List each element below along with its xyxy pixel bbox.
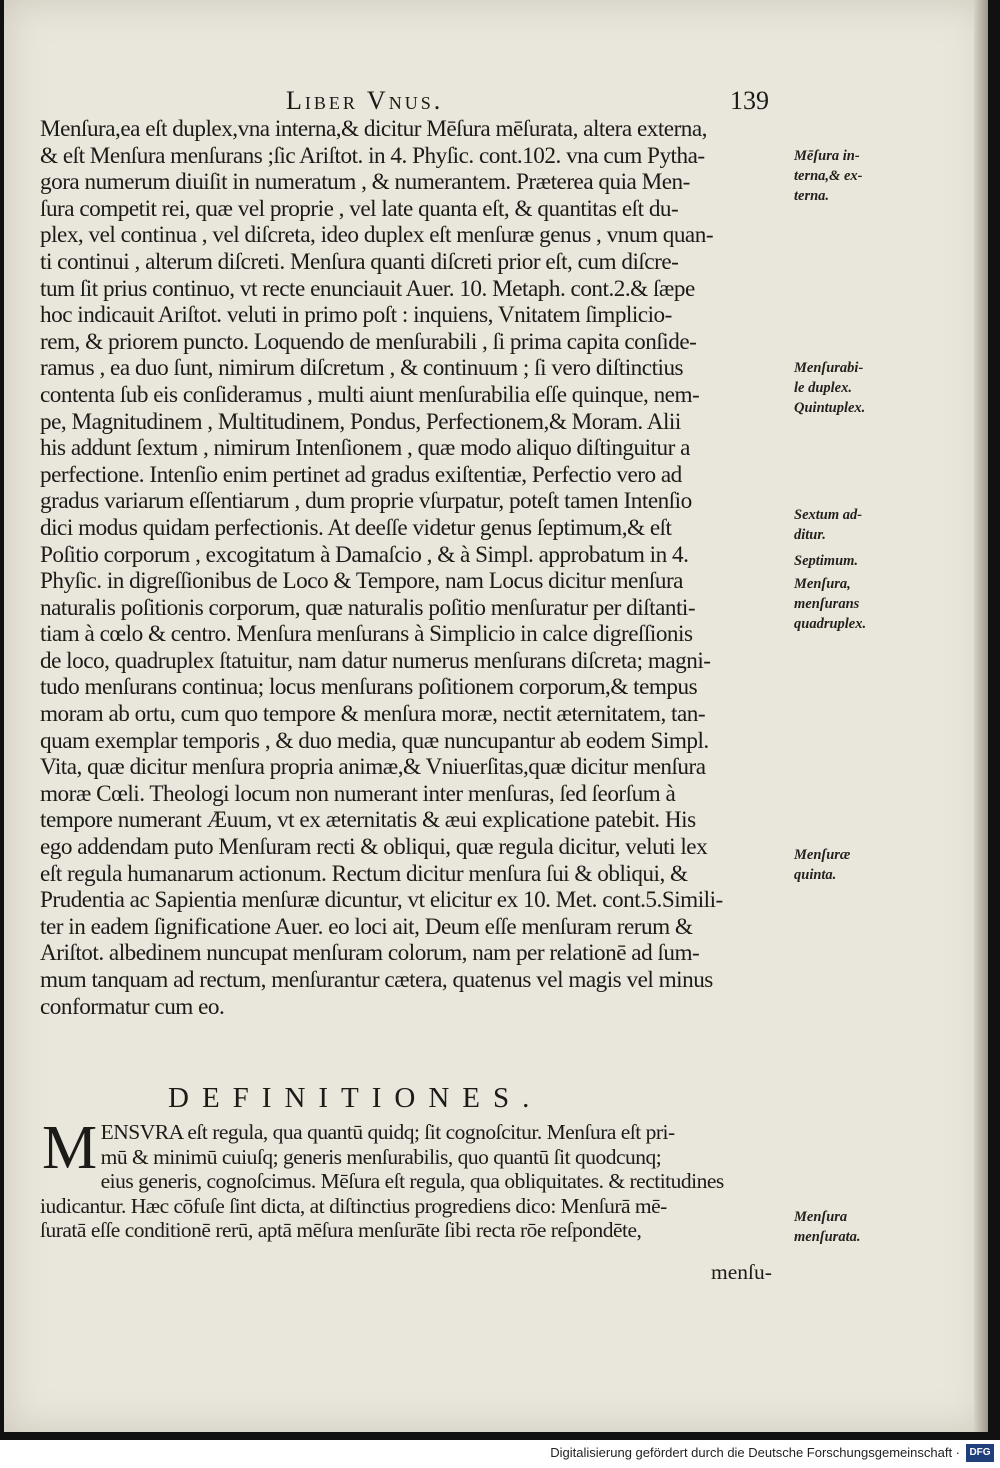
text-line: Poſitio corporum , excogitatum à Damaſcio , & à Simpl. approbatum in 4. (40, 541, 689, 568)
margin-note-line: Sextum ad- (794, 507, 863, 523)
margin-note-line: Mēſura in- (794, 148, 860, 164)
margin-note-line: Menſurabi- (794, 360, 864, 376)
text-line: moræ Cœli. Theologi locum non numerant inter menſuras, ſed ſeorſum à (40, 780, 676, 807)
text-line: dici modus quidam perfectionis. At deeſſe videtur genus ſeptimum,& eſt (40, 514, 672, 541)
text-line: ſura competit rei, quæ vel proprie , vel late quanta eſt, & quantitas eſt du- (40, 195, 679, 222)
margin-note (794, 146, 862, 206)
margin-note-line: Quintuplex. (794, 400, 866, 416)
text-line: tum ſit prius continuo, vt recte enunciauit Auer. 10. Metaph. cont.2.& ſæpe (40, 275, 695, 302)
margin-note (794, 845, 850, 885)
text-line: tempore numerant Æuum, vt ex æternitatis & æui explicatione patebit. His (40, 807, 696, 834)
text-line: rem, & priorem puncto. Loquendo de menſurabili , ſi prima capita conſide- (40, 328, 697, 355)
text-line: gradus variarum eſſentiarum , dum proprie vſurpatur, poteſt tamen Intenſio (40, 488, 692, 515)
margin-note (794, 551, 858, 571)
margin-note (794, 505, 862, 545)
margin-note-line: Menſura (794, 1209, 848, 1225)
running-title: Liber Vnus. (286, 86, 444, 115)
text-line: ti continui , alterum diſcreti. Menſura quanti diſcreti prior eſt, cum diſcre- (40, 248, 679, 275)
dfg-logo[interactable]: DFG (966, 1444, 994, 1462)
text-line: perfectione. Intenſio enim pertinet ad gradus exiſtentiæ, Perfectio vero ad (40, 461, 682, 488)
text-line: Menſura,ea eſt duplex,vna interna,& dicitur Mēſura mēſurata, altera externa, (40, 116, 707, 142)
text-line: ramus , ea duo ſunt, nimirum diſcretum , & continuum ; ſi vero diſtinctius (40, 355, 684, 382)
text-line: & eſt Menſura menſurans ;ſic Ariſtot. in 4. Phyſic. cont.102. vna cum Pytha- (40, 142, 705, 169)
text-line: mum tanquam ad rectum, menſurantur cætera, quatenus vel magis vel minus (40, 967, 713, 993)
book-page (4, 0, 988, 1432)
page-edge (974, 0, 988, 1432)
margin-note-line: terna,& ex- (794, 168, 863, 184)
margin-note (794, 574, 866, 634)
definition-line: eius generis, cognoſcimus. Mēſura eſt regula, qua obliquitates. & rectitudines (100, 1169, 724, 1193)
text-line: Ariſtot. albedinem nuncupat menſuram colorum, nam per relationē ad ſum- (40, 940, 700, 967)
catchword: menſu- (711, 1260, 772, 1284)
text-line: contenta ſub eis conſideramus , multi aiunt menſurabilia eſſe quinque, nem- (40, 381, 700, 408)
text-line: pe, Magnitudinem , Multitudinem, Pondus, Perfectionem,& Moram. Alii (40, 408, 681, 435)
text-line: de loco, quadruplex ſtatuitur, nam datur numerus menſurans diſcreta; magni- (40, 647, 711, 674)
margin-note (794, 358, 865, 418)
text-line: Vita, quæ dicitur menſura propria animæ,& Vniuerſitas,quæ dicitur menſura (40, 754, 706, 781)
text-line: tudo menſurans continua; locus menſurans poſitionem corporum,& tempus (40, 674, 698, 701)
text-line: ter in eadem ſignificatione Auer. eo loci ait, Deum eſſe menſuram rerum & (40, 913, 693, 940)
definition-block (40, 1114, 790, 1243)
text-line: quam exemplar temporis , & duo media, quæ nuncupantur ab eodem Simpl. (40, 727, 709, 754)
definition-line: iudicantur. Hæc cōfuſe ſint dicta, at diſtinctius progrediens dico: Menſurā mē- (40, 1193, 667, 1218)
definition-line: ENSVRA eſt regula, qua quantū quidq; ſit cognoſcitur. Menſura eſt pri- (100, 1120, 675, 1144)
text-line: moram ab ortu, cum quo tempore & menſura moræ, nectit æternitatem, tan- (40, 701, 706, 728)
text-line: plex, vel continua , vel diſcreta, ideo duplex eſt menſuræ genus , vnum quan- (40, 222, 714, 249)
drop-cap: M (42, 1114, 97, 1182)
text-line: ego addendam puto Menſuram recti & obliqui, quæ regula dicitur, veluti lex (40, 834, 708, 861)
text-line: conformatur cum eo. (40, 993, 225, 1020)
definition-line: ſuratā eſſe conditionē rerū, aptā mēſura menſurāte ſibi recta rōe reſpondēte, (40, 1218, 642, 1242)
margin-note-line: Menſuræ (794, 847, 851, 863)
margin-note-line: quinta. (794, 867, 837, 883)
definition-line: mū & minimū cuiuſq; generis menſurabilis, quo quantū ſit quodcunq; (100, 1144, 662, 1169)
margin-note-line: quadruplex. (794, 616, 867, 632)
running-head (4, 86, 988, 118)
page-number: 139 (730, 86, 769, 115)
margin-note-line: terna. (794, 188, 830, 204)
body-text (40, 116, 790, 1020)
text-line: naturalis poſitionis corporum, quæ naturalis poſitio menſuratur per diſtanti- (40, 594, 696, 621)
margin-note-line: menſurata. (794, 1229, 861, 1245)
margin-note-line: menſurans (794, 596, 860, 612)
footer-bar (0, 1440, 1000, 1468)
margin-note-line: Menſura, (794, 576, 851, 592)
text-line: eſt regula humanarum actionum. Rectum dicitur menſura ſui & obliqui, & (40, 860, 688, 887)
text-line: gora numerum diuiſit in numeratum , & numerantem. Præterea quia Men- (40, 169, 690, 196)
section-heading: DEFINITIONES. (168, 1082, 543, 1114)
margin-note (794, 1207, 860, 1247)
text-line: tiam à cœlo & centro. Menſura menſurans à Simplicio in calce digreſſionis (40, 621, 693, 648)
margin-note-line: Septimum. (794, 553, 859, 569)
margin-note-line: ditur. (794, 527, 826, 543)
text-line: Phyſic. in digreſſionibus de Loco & Tempore, nam Locus dicitur menſura (40, 568, 683, 595)
margin-note-line: le duplex. (794, 380, 852, 396)
text-line: his addunt ſextum , nimirum Intenſionem , quæ modo aliquo diſtinguitur a (40, 435, 690, 462)
footer-text: Digitalisierung gefördert durch die Deutsche Forschungsgemeinschaft · (550, 1445, 960, 1460)
text-line: Prudentia ac Sapientia menſuræ dicuntur, vt elicitur ex 10. Met. cont.5.Simili- (40, 887, 723, 914)
text-line: hoc indicauit Ariſtot. veluti in primo poſt : inquiens, Vnitatem ſimplicio- (40, 302, 672, 329)
